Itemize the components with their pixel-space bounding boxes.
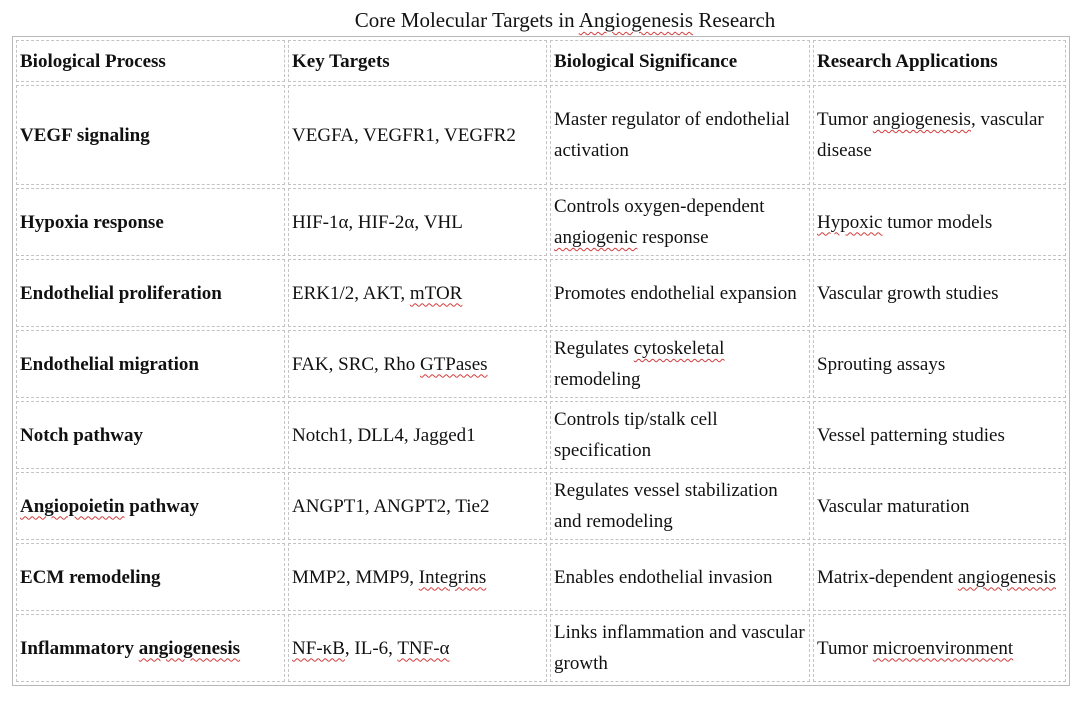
table-row (16, 188, 1066, 256)
applications-cell (813, 85, 1066, 185)
table-row (16, 614, 1066, 682)
targets-cell (288, 330, 547, 398)
targets-cell (288, 472, 547, 540)
cell-text: remodeling (554, 369, 641, 390)
cell-text: Notch pathway (20, 424, 143, 446)
cell-text: pathway (124, 495, 199, 517)
cell-text: Sprouting assays (817, 353, 946, 375)
cell-text: VEGF signaling (20, 124, 150, 146)
cell-text: Master regulator of endothelial activation (554, 109, 790, 161)
table-header-row (16, 40, 1066, 82)
cell-text: Notch1, DLL4, Jagged1 (292, 424, 476, 446)
significance-cell (550, 188, 810, 256)
significance-cell (550, 472, 810, 540)
cell-text-spellcheck: NF-κB (292, 637, 345, 659)
cell-text-spellcheck: microenvironment (872, 637, 1014, 659)
cell-text-spellcheck: Angiopoietin (20, 495, 125, 517)
table-row (16, 259, 1066, 327)
table-row (16, 472, 1066, 540)
header-biological-process: Biological Process (16, 40, 285, 82)
cell-text: Endothelial migration (20, 353, 199, 375)
cell-text: Promotes endothelial expansion (554, 282, 797, 304)
cell-text-spellcheck: TNF-α (397, 637, 450, 659)
cell-text: Endothelial proliferation (20, 282, 222, 304)
header-key-targets: Key Targets (288, 40, 547, 82)
title-text: Research (693, 8, 776, 32)
cell-text: Vessel patterning studies (817, 424, 1005, 446)
process-cell (16, 614, 285, 682)
targets-cell (288, 614, 547, 682)
cell-text: , vascular disease (817, 109, 1044, 161)
cell-text: Vascular growth studies (817, 282, 999, 304)
table-row (16, 330, 1066, 398)
table-row (16, 543, 1066, 611)
table-row (16, 85, 1066, 185)
cell-text: Links inflammation and vascular growth (554, 622, 805, 674)
cell-text: Vascular maturation (817, 495, 970, 517)
applications-cell (813, 472, 1066, 540)
process-cell (16, 472, 285, 540)
targets-cell (288, 543, 547, 611)
cell-text: HIF-1α, HIF-2α, VHL (292, 211, 463, 233)
cell-text: ERK1/2, AKT, (292, 282, 410, 304)
process-cell (16, 85, 285, 185)
applications-cell (813, 614, 1066, 682)
targets-cell (288, 85, 547, 185)
cell-text: Inflammatory (20, 637, 139, 659)
cell-text-spellcheck: angiogenic (554, 227, 638, 248)
cell-text: Controls oxygen-dependent (554, 196, 765, 217)
significance-cell (550, 614, 810, 682)
significance-cell (550, 401, 810, 469)
significance-cell (550, 543, 810, 611)
table-body (16, 85, 1066, 682)
cell-text-spellcheck: angiogenesis (138, 637, 241, 659)
process-cell (16, 401, 285, 469)
applications-cell (813, 330, 1066, 398)
header-biological-significance: Biological Significance (550, 40, 810, 82)
title-text-spellcheck: Angiogenesis (578, 8, 694, 32)
applications-cell (813, 188, 1066, 256)
cell-text: Tumor (817, 637, 873, 659)
cell-text-spellcheck: Integrins (418, 566, 487, 588)
cell-text: ANGPT1, ANGPT2, Tie2 (292, 495, 490, 517)
cell-text: Hypoxia response (20, 211, 164, 233)
cell-text-spellcheck: Hypoxic (817, 211, 883, 233)
cell-text-spellcheck: GTPases (419, 353, 488, 375)
process-cell (16, 259, 285, 327)
targets-table (12, 36, 1070, 686)
significance-cell (550, 259, 810, 327)
cell-text-spellcheck: cytoskeletal (633, 338, 725, 359)
header-research-applications: Research Applications (813, 40, 1066, 82)
significance-cell (550, 85, 810, 185)
document-title (0, 6, 1084, 34)
process-cell (16, 543, 285, 611)
applications-cell (813, 543, 1066, 611)
cell-text: Matrix-dependent (817, 566, 958, 588)
table-row (16, 401, 1066, 469)
applications-cell (813, 259, 1066, 327)
cell-text: Regulates (554, 338, 634, 359)
cell-text-spellcheck: mTOR (409, 282, 463, 304)
cell-text: MMP2, MMP9, (292, 566, 419, 588)
targets-cell (288, 401, 547, 469)
cell-text: Regulates vessel stabilization and remodeling (554, 480, 778, 532)
cell-text: , IL-6, (344, 637, 398, 659)
title-text: Core Molecular Targets in (354, 8, 579, 32)
cell-text: Tumor (817, 109, 873, 130)
targets-cell (288, 259, 547, 327)
targets-cell (288, 188, 547, 256)
cell-text: response (637, 227, 709, 248)
cell-text: tumor models (882, 211, 993, 233)
cell-text: Enables endothelial invasion (554, 566, 773, 588)
process-cell (16, 188, 285, 256)
cell-text-spellcheck: angiogenesis (872, 109, 971, 130)
cell-text-spellcheck: angiogenesis (957, 566, 1057, 588)
applications-cell (813, 401, 1066, 469)
cell-text: VEGFA, VEGFR1, VEGFR2 (292, 124, 516, 146)
process-cell (16, 330, 285, 398)
cell-text: Controls tip/stalk cell specification (554, 409, 718, 461)
cell-text: FAK, SRC, Rho (292, 353, 420, 375)
significance-cell (550, 330, 810, 398)
cell-text: ECM remodeling (20, 566, 161, 588)
